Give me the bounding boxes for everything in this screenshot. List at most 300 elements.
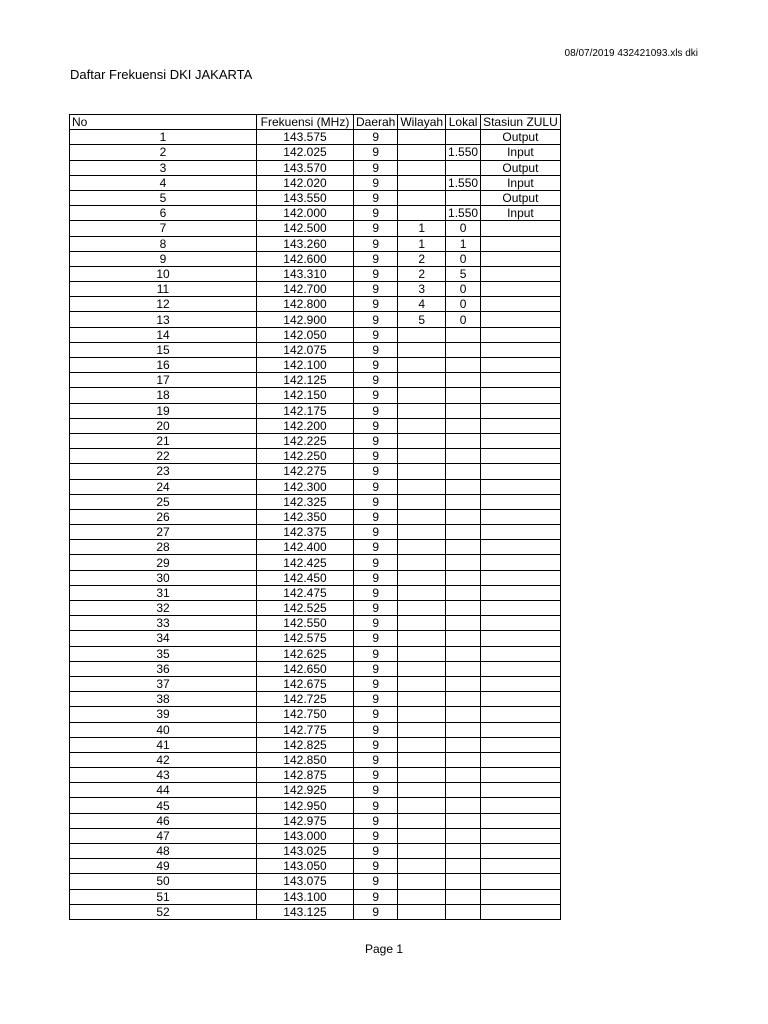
cell-stasiun: [481, 236, 561, 251]
cell-stasiun: [481, 373, 561, 388]
table-row: [70, 525, 561, 540]
cell-wilayah: [398, 676, 446, 691]
cell-wilayah: [398, 616, 446, 631]
cell-no: 11: [70, 282, 257, 297]
cell-wilayah: [398, 798, 446, 813]
cell-frekuensi: 142.875: [257, 768, 354, 783]
cell-daerah: 9: [354, 130, 398, 145]
cell-lokal: [446, 373, 481, 388]
cell-no: 44: [70, 783, 257, 798]
table-row: [70, 464, 561, 479]
cell-stasiun: [481, 874, 561, 889]
column-header-daerah: Daerah: [354, 115, 398, 130]
cell-stasiun: [481, 509, 561, 524]
table-row: [70, 266, 561, 281]
cell-lokal: [446, 828, 481, 843]
column-header-stasiun-zulu: Stasiun ZULU: [481, 115, 561, 130]
cell-daerah: 9: [354, 206, 398, 221]
cell-daerah: 9: [354, 175, 398, 190]
cell-lokal: [446, 844, 481, 859]
cell-wilayah: [398, 646, 446, 661]
table-row: [70, 373, 561, 388]
cell-frekuensi: 142.550: [257, 616, 354, 631]
cell-no: 27: [70, 525, 257, 540]
cell-wilayah: 2: [398, 266, 446, 281]
cell-wilayah: [398, 175, 446, 190]
table-row: [70, 175, 561, 190]
cell-wilayah: [398, 494, 446, 509]
cell-wilayah: [398, 722, 446, 737]
table-row: [70, 130, 561, 145]
table-row: [70, 206, 561, 221]
cell-stasiun: [481, 266, 561, 281]
cell-frekuensi: 142.375: [257, 525, 354, 540]
table-row: [70, 479, 561, 494]
cell-daerah: 9: [354, 251, 398, 266]
cell-lokal: [446, 616, 481, 631]
table-row: [70, 388, 561, 403]
cell-stasiun: [481, 449, 561, 464]
cell-daerah: 9: [354, 783, 398, 798]
cell-daerah: 9: [354, 570, 398, 585]
cell-wilayah: [398, 433, 446, 448]
cell-stasiun: [481, 783, 561, 798]
cell-frekuensi: 143.050: [257, 859, 354, 874]
cell-wilayah: [398, 874, 446, 889]
cell-wilayah: [398, 889, 446, 904]
cell-stasiun: [481, 555, 561, 570]
document-title: Daftar Frekuensi DKI JAKARTA: [70, 67, 253, 82]
cell-daerah: 9: [354, 464, 398, 479]
cell-daerah: 9: [354, 145, 398, 160]
cell-no: 3: [70, 160, 257, 175]
cell-lokal: [446, 676, 481, 691]
table-row: [70, 889, 561, 904]
cell-daerah: 9: [354, 388, 398, 403]
cell-daerah: 9: [354, 737, 398, 752]
cell-no: 31: [70, 585, 257, 600]
cell-no: 33: [70, 616, 257, 631]
column-header-lokal: Lokal: [446, 115, 481, 130]
cell-daerah: 9: [354, 631, 398, 646]
cell-lokal: [446, 327, 481, 342]
cell-stasiun: [481, 494, 561, 509]
cell-frekuensi: 142.000: [257, 206, 354, 221]
cell-frekuensi: 143.025: [257, 844, 354, 859]
cell-lokal: [446, 585, 481, 600]
cell-frekuensi: 142.300: [257, 479, 354, 494]
cell-wilayah: [398, 859, 446, 874]
cell-daerah: 9: [354, 828, 398, 843]
cell-no: 46: [70, 813, 257, 828]
cell-daerah: 9: [354, 585, 398, 600]
cell-lokal: [446, 418, 481, 433]
cell-frekuensi: 143.075: [257, 874, 354, 889]
cell-wilayah: 5: [398, 312, 446, 327]
cell-frekuensi: 143.550: [257, 190, 354, 205]
cell-daerah: 9: [354, 433, 398, 448]
cell-wilayah: [398, 342, 446, 357]
cell-frekuensi: 142.020: [257, 175, 354, 190]
table-body: [70, 130, 561, 920]
cell-no: 20: [70, 418, 257, 433]
cell-stasiun: [481, 798, 561, 813]
cell-lokal: [446, 494, 481, 509]
cell-lokal: [446, 661, 481, 676]
cell-frekuensi: 142.075: [257, 342, 354, 357]
table-row: [70, 555, 561, 570]
cell-wilayah: [398, 464, 446, 479]
table-row: [70, 342, 561, 357]
cell-lokal: [446, 479, 481, 494]
cell-daerah: 9: [354, 752, 398, 767]
cell-frekuensi: 143.000: [257, 828, 354, 843]
table-row: [70, 449, 561, 464]
cell-wilayah: [398, 555, 446, 570]
cell-frekuensi: 143.125: [257, 904, 354, 919]
table-row: [70, 282, 561, 297]
table-row: [70, 433, 561, 448]
cell-stasiun: [481, 646, 561, 661]
table-row: [70, 585, 561, 600]
cell-no: 37: [70, 676, 257, 691]
cell-no: 21: [70, 433, 257, 448]
cell-stasiun: Input: [481, 206, 561, 221]
cell-wilayah: [398, 160, 446, 175]
table-row: [70, 145, 561, 160]
cell-stasiun: [481, 737, 561, 752]
table-row: [70, 190, 561, 205]
cell-lokal: [446, 889, 481, 904]
cell-daerah: 9: [354, 661, 398, 676]
cell-frekuensi: 142.975: [257, 813, 354, 828]
cell-wilayah: [398, 661, 446, 676]
table-row: [70, 601, 561, 616]
cell-no: 13: [70, 312, 257, 327]
cell-lokal: 1.550: [446, 175, 481, 190]
cell-daerah: 9: [354, 904, 398, 919]
cell-wilayah: [398, 692, 446, 707]
table-row: [70, 844, 561, 859]
cell-frekuensi: 142.250: [257, 449, 354, 464]
cell-frekuensi: 142.125: [257, 373, 354, 388]
cell-stasiun: [481, 221, 561, 236]
cell-daerah: 9: [354, 555, 398, 570]
cell-frekuensi: 142.275: [257, 464, 354, 479]
cell-no: 14: [70, 327, 257, 342]
cell-wilayah: [398, 358, 446, 373]
cell-daerah: 9: [354, 403, 398, 418]
cell-wilayah: [398, 449, 446, 464]
cell-stasiun: [481, 479, 561, 494]
cell-frekuensi: 143.570: [257, 160, 354, 175]
cell-stasiun: [481, 327, 561, 342]
cell-frekuensi: 142.525: [257, 601, 354, 616]
cell-daerah: 9: [354, 692, 398, 707]
cell-stasiun: [481, 904, 561, 919]
cell-lokal: [446, 403, 481, 418]
cell-daerah: 9: [354, 373, 398, 388]
table-row: [70, 904, 561, 919]
table-row: [70, 221, 561, 236]
cell-wilayah: [398, 145, 446, 160]
cell-frekuensi: 142.225: [257, 433, 354, 448]
table-row: [70, 676, 561, 691]
cell-lokal: [446, 555, 481, 570]
cell-no: 39: [70, 707, 257, 722]
cell-no: 28: [70, 540, 257, 555]
table-row: [70, 631, 561, 646]
cell-stasiun: [481, 844, 561, 859]
table-row: [70, 692, 561, 707]
cell-lokal: 5: [446, 266, 481, 281]
cell-wilayah: [398, 403, 446, 418]
cell-stasiun: [481, 859, 561, 874]
cell-no: 35: [70, 646, 257, 661]
cell-frekuensi: 142.600: [257, 251, 354, 266]
cell-lokal: 1.550: [446, 206, 481, 221]
cell-frekuensi: 142.850: [257, 752, 354, 767]
cell-frekuensi: 142.825: [257, 737, 354, 752]
cell-no: 5: [70, 190, 257, 205]
cell-lokal: [446, 570, 481, 585]
cell-no: 29: [70, 555, 257, 570]
cell-stasiun: [481, 297, 561, 312]
cell-stasiun: [481, 601, 561, 616]
cell-lokal: [446, 388, 481, 403]
cell-stasiun: [481, 722, 561, 737]
cell-stasiun: [481, 752, 561, 767]
cell-no: 16: [70, 358, 257, 373]
cell-stasiun: Input: [481, 175, 561, 190]
cell-stasiun: [481, 813, 561, 828]
table-row: [70, 768, 561, 783]
cell-frekuensi: 142.150: [257, 388, 354, 403]
cell-wilayah: [398, 206, 446, 221]
cell-daerah: 9: [354, 676, 398, 691]
cell-lokal: [446, 707, 481, 722]
cell-wilayah: [398, 844, 446, 859]
cell-stasiun: [481, 692, 561, 707]
cell-lokal: 0: [446, 312, 481, 327]
cell-wilayah: [398, 707, 446, 722]
cell-no: 40: [70, 722, 257, 737]
cell-frekuensi: 142.200: [257, 418, 354, 433]
cell-frekuensi: 143.310: [257, 266, 354, 281]
cell-stasiun: [481, 342, 561, 357]
cell-frekuensi: 142.750: [257, 707, 354, 722]
cell-stasiun: [481, 768, 561, 783]
cell-lokal: [446, 783, 481, 798]
cell-no: 18: [70, 388, 257, 403]
cell-daerah: 9: [354, 646, 398, 661]
cell-no: 22: [70, 449, 257, 464]
cell-wilayah: [398, 813, 446, 828]
cell-no: 41: [70, 737, 257, 752]
cell-lokal: [446, 540, 481, 555]
cell-frekuensi: 142.800: [257, 297, 354, 312]
cell-frekuensi: 142.325: [257, 494, 354, 509]
cell-stasiun: [481, 312, 561, 327]
cell-daerah: 9: [354, 449, 398, 464]
cell-frekuensi: 142.775: [257, 722, 354, 737]
table-row: [70, 752, 561, 767]
frequency-table: [69, 114, 561, 920]
table-row: [70, 828, 561, 843]
cell-wilayah: [398, 904, 446, 919]
cell-daerah: 9: [354, 707, 398, 722]
cell-frekuensi: 142.625: [257, 646, 354, 661]
cell-no: 30: [70, 570, 257, 585]
cell-no: 24: [70, 479, 257, 494]
cell-lokal: [446, 646, 481, 661]
cell-wilayah: [398, 570, 446, 585]
cell-wilayah: 1: [398, 221, 446, 236]
cell-lokal: 1: [446, 236, 481, 251]
cell-daerah: 9: [354, 844, 398, 859]
table-row: [70, 798, 561, 813]
cell-wilayah: 1: [398, 236, 446, 251]
cell-stasiun: [481, 433, 561, 448]
cell-daerah: 9: [354, 525, 398, 540]
cell-stasiun: [481, 251, 561, 266]
cell-stasiun: [481, 282, 561, 297]
cell-frekuensi: 142.575: [257, 631, 354, 646]
page-number: Page 1: [364, 942, 404, 956]
table-row: [70, 707, 561, 722]
cell-wilayah: [398, 752, 446, 767]
cell-lokal: 1.550: [446, 145, 481, 160]
cell-lokal: [446, 449, 481, 464]
cell-stasiun: [481, 676, 561, 691]
cell-no: 38: [70, 692, 257, 707]
cell-daerah: 9: [354, 327, 398, 342]
cell-daerah: 9: [354, 418, 398, 433]
cell-lokal: [446, 601, 481, 616]
cell-no: 49: [70, 859, 257, 874]
cell-wilayah: [398, 631, 446, 646]
cell-lokal: [446, 631, 481, 646]
cell-stasiun: [481, 418, 561, 433]
cell-daerah: 9: [354, 160, 398, 175]
cell-lokal: [446, 813, 481, 828]
table-row: [70, 160, 561, 175]
table-row: [70, 874, 561, 889]
cell-no: 7: [70, 221, 257, 236]
table-row: [70, 722, 561, 737]
cell-lokal: [446, 160, 481, 175]
cell-lokal: [446, 509, 481, 524]
cell-no: 25: [70, 494, 257, 509]
cell-no: 17: [70, 373, 257, 388]
cell-lokal: [446, 768, 481, 783]
cell-no: 4: [70, 175, 257, 190]
cell-wilayah: [398, 783, 446, 798]
table-row: [70, 661, 561, 676]
cell-wilayah: [398, 327, 446, 342]
cell-daerah: 9: [354, 722, 398, 737]
cell-stasiun: [481, 464, 561, 479]
cell-frekuensi: 142.350: [257, 509, 354, 524]
cell-daerah: 9: [354, 889, 398, 904]
cell-lokal: [446, 358, 481, 373]
table-row: [70, 297, 561, 312]
table-row: [70, 327, 561, 342]
cell-no: 23: [70, 464, 257, 479]
cell-daerah: 9: [354, 494, 398, 509]
cell-wilayah: [398, 373, 446, 388]
cell-stasiun: [481, 358, 561, 373]
cell-wilayah: [398, 768, 446, 783]
table-row: [70, 358, 561, 373]
cell-stasiun: Output: [481, 190, 561, 205]
cell-wilayah: [398, 601, 446, 616]
cell-lokal: [446, 525, 481, 540]
cell-stasiun: [481, 540, 561, 555]
cell-stasiun: [481, 616, 561, 631]
cell-lokal: [446, 433, 481, 448]
cell-no: 15: [70, 342, 257, 357]
table-row: [70, 783, 561, 798]
cell-frekuensi: 142.025: [257, 145, 354, 160]
cell-no: 52: [70, 904, 257, 919]
cell-lokal: [446, 722, 481, 737]
cell-stasiun: Input: [481, 145, 561, 160]
cell-lokal: [446, 874, 481, 889]
table-row: [70, 418, 561, 433]
cell-daerah: 9: [354, 616, 398, 631]
cell-stasiun: [481, 570, 561, 585]
cell-daerah: 9: [354, 282, 398, 297]
cell-daerah: 9: [354, 768, 398, 783]
table-row: [70, 813, 561, 828]
cell-wilayah: [398, 509, 446, 524]
cell-wilayah: [398, 585, 446, 600]
cell-wilayah: [398, 525, 446, 540]
cell-frekuensi: 143.260: [257, 236, 354, 251]
cell-daerah: 9: [354, 221, 398, 236]
cell-no: 43: [70, 768, 257, 783]
cell-no: 36: [70, 661, 257, 676]
table-header-row: [70, 115, 561, 130]
table-row: [70, 312, 561, 327]
cell-stasiun: [481, 388, 561, 403]
cell-no: 8: [70, 236, 257, 251]
cell-daerah: 9: [354, 798, 398, 813]
cell-frekuensi: 142.425: [257, 555, 354, 570]
cell-wilayah: [398, 828, 446, 843]
cell-daerah: 9: [354, 813, 398, 828]
cell-no: 26: [70, 509, 257, 524]
cell-frekuensi: 142.500: [257, 221, 354, 236]
cell-frekuensi: 142.725: [257, 692, 354, 707]
cell-lokal: [446, 464, 481, 479]
cell-daerah: 9: [354, 358, 398, 373]
table-row: [70, 540, 561, 555]
cell-frekuensi: 142.650: [257, 661, 354, 676]
cell-no: 9: [70, 251, 257, 266]
cell-no: 2: [70, 145, 257, 160]
cell-lokal: [446, 859, 481, 874]
cell-daerah: 9: [354, 874, 398, 889]
cell-wilayah: [398, 190, 446, 205]
cell-lokal: 0: [446, 297, 481, 312]
cell-lokal: [446, 692, 481, 707]
cell-frekuensi: 142.400: [257, 540, 354, 555]
cell-no: 12: [70, 297, 257, 312]
cell-stasiun: [481, 828, 561, 843]
cell-daerah: 9: [354, 342, 398, 357]
